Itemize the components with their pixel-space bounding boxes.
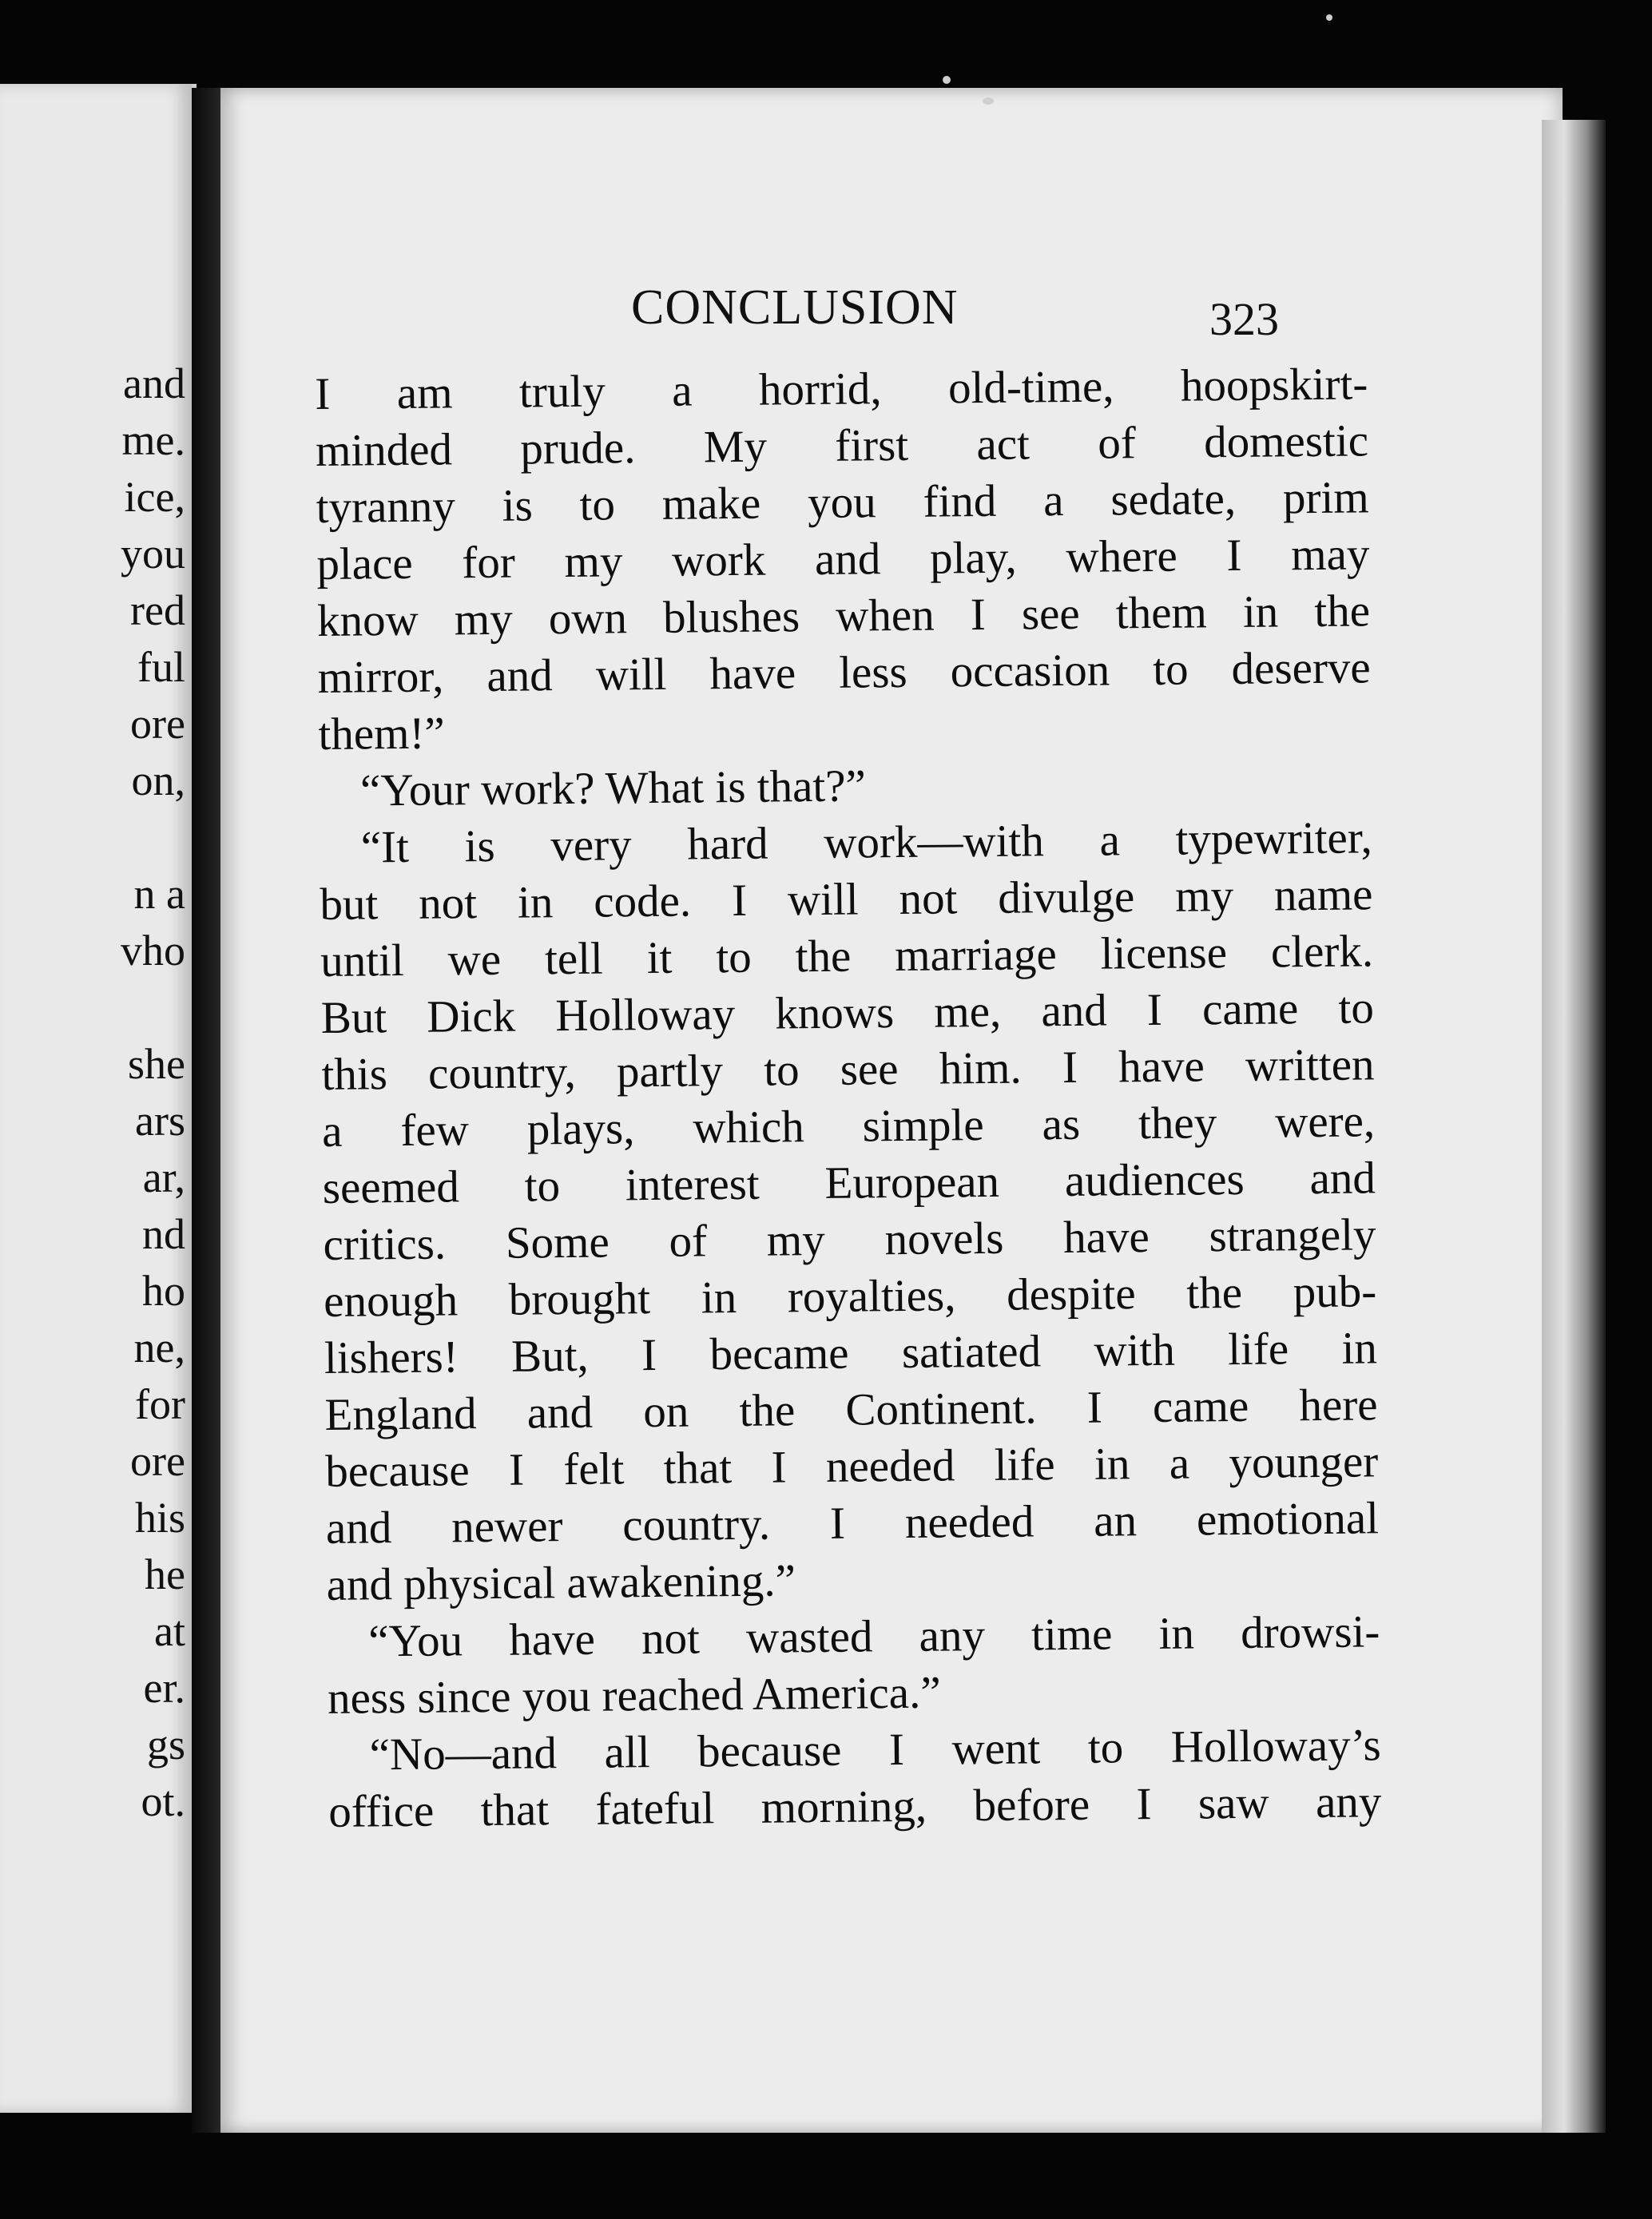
left-page-fragment: vho (121, 927, 185, 975)
text-line: until we tell it to the marriage license clerk. (320, 926, 1374, 986)
left-page-fragment: red (130, 586, 185, 634)
text-line: this country, partly to see him. I have written (321, 1039, 1375, 1100)
text-line: place for my work and play, where I may (316, 529, 1370, 589)
page-323 (220, 88, 1563, 2133)
left-page-fragment: ars (135, 1097, 185, 1145)
running-head (220, 280, 1563, 351)
text-line: “You have not wasted any time in drowsi- (368, 1606, 1380, 1667)
left-page-fragment (121, 979, 185, 1036)
body-text (315, 355, 1382, 1840)
left-page-fragment: he (145, 1550, 185, 1598)
text-line: know my own blushes when I see them in the (316, 586, 1371, 646)
left-page-fragment: ful (137, 643, 185, 691)
page-edge (1542, 120, 1606, 2133)
text-line: and newer country. I needed an emotional (325, 1493, 1380, 1554)
left-page-fragment: ne, (133, 1324, 185, 1371)
scan-speck (943, 76, 951, 84)
left-page-fragment: n a (133, 870, 185, 918)
text-line: I am truly a horrid, old-time, hoopskirt- (315, 359, 1368, 419)
text-line: enough brought in royalties, despite the pub- (323, 1266, 1377, 1327)
text-line: lishers! But, I became satiated with life in (324, 1323, 1378, 1383)
scan-speck (983, 97, 994, 105)
left-page-fragment: and (123, 359, 185, 407)
left-page-fragment (121, 809, 185, 866)
left-page-fragment: ar, (142, 1153, 185, 1201)
left-page-fragment: ot. (141, 1777, 185, 1825)
text-line: “No—and all because I went to Holloway’s (369, 1720, 1381, 1780)
left-page-fragment: for (135, 1380, 185, 1428)
left-page-fragment: er. (143, 1664, 185, 1712)
text-line: office that fateful morning, before I saw any (328, 1776, 1382, 1837)
text-line: because I felt that I needed life in a younger (324, 1436, 1379, 1497)
left-page-fragment: gs (146, 1721, 185, 1768)
left-page-fragment: me. (121, 416, 185, 464)
page-number: 323 (1209, 293, 1279, 345)
text-line: minded prude. My first act of domestic (315, 415, 1369, 476)
left-page-fragment: on, (131, 756, 185, 804)
left-page-text-fragments (121, 355, 185, 1830)
left-page-fragment: ho (142, 1267, 185, 1315)
text-line: and physical awakening.” (326, 1555, 796, 1610)
text-line: a few plays, which simple as they were, (321, 1096, 1376, 1157)
text-line: But Dick Holloway knows me, and I came to (320, 982, 1375, 1043)
running-head-title: CONCLUSION (631, 280, 959, 335)
text-line: them!” (318, 708, 445, 760)
text-line: “It is very hard work—with a typewriter, (360, 812, 1373, 873)
text-line: “Your work? What is that?” (359, 760, 867, 816)
left-page-fragment: nd (142, 1210, 185, 1258)
left-page-fragment: she (128, 1040, 185, 1088)
text-line: critics. Some of my novels have strangely (323, 1209, 1376, 1270)
left-page-fragment: at (154, 1607, 185, 1655)
left-page-fragment: you (121, 530, 185, 578)
text-line: ness since you reached America.” (327, 1667, 941, 1724)
text-line: seemed to interest European audiences and (322, 1153, 1376, 1213)
left-page-fragment: ore (130, 1437, 185, 1485)
text-line: tyranny is to make you find a sedate, prim (316, 472, 1369, 533)
book-gutter (192, 88, 224, 2133)
left-page-fragment: ore (130, 700, 185, 748)
left-page-fragment: ice, (124, 473, 185, 521)
left-page-fragment: his (134, 1494, 185, 1542)
left-facing-page (0, 84, 197, 2113)
text-line: England and on the Continent. I came here (324, 1379, 1378, 1440)
scan-speck (1326, 14, 1332, 21)
text-line: but not in code. I will not divulge my name (320, 869, 1373, 930)
text-line: mirror, and will have less occasion to deserve (317, 642, 1371, 703)
